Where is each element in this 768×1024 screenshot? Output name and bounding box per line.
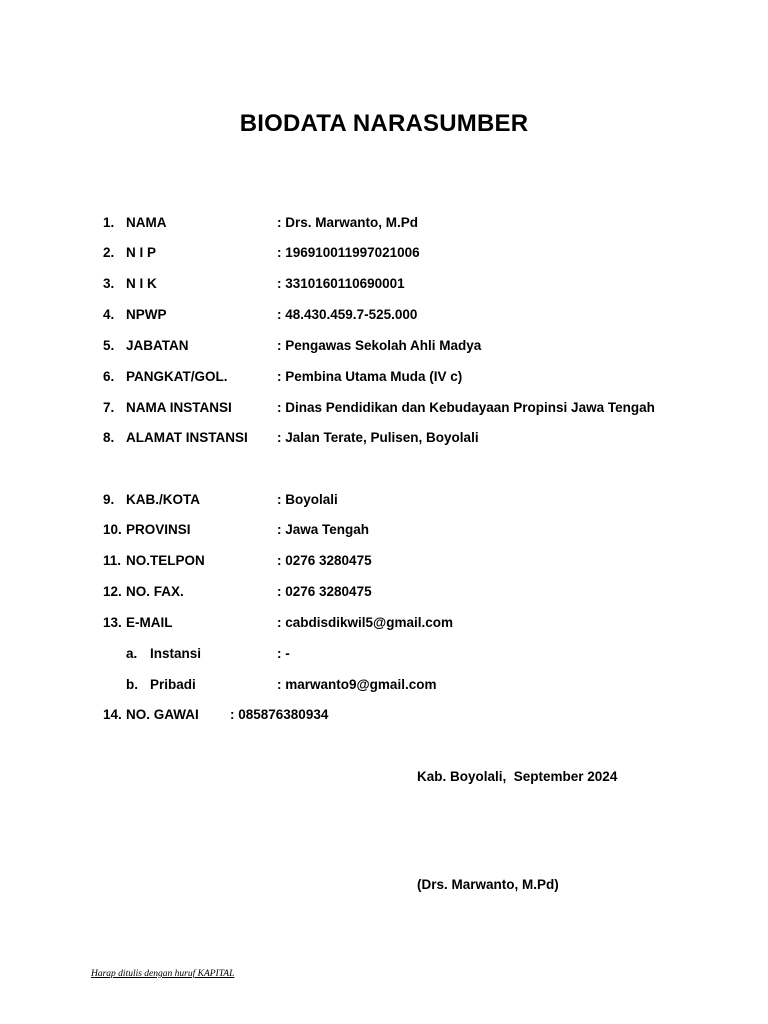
row-label: N I P [126,245,157,260]
row-number: 10. [103,522,122,537]
row-number: 11. [103,553,122,568]
row-value: : Jalan Terate, Pulisen, Boyolali [277,430,479,445]
row-value: : Drs. Marwanto, M.Pd [277,215,419,230]
row-value: : 0276 3280475 [277,553,372,568]
row-number: 1. [103,215,115,230]
row-number: 13. [103,615,122,630]
row-value: : 3310160110690001 [277,276,405,291]
row-label: NAMA INSTANSI [126,400,232,415]
place-date: Kab. Boyolali, September 2024 [417,769,618,784]
row-number: 3. [103,276,115,291]
row-value: : Dinas Pendidikan dan Kebudayaan Propinsi Jawa Tengah [277,400,655,415]
row-number: 8. [103,430,115,445]
row-number: 4. [103,307,115,322]
row-label: NO. GAWAI [126,707,199,722]
sub-row-letter: a. [126,646,138,661]
row-label: KAB./KOTA [126,492,200,507]
row-value: : 48.430.459.7-525.000 [277,307,418,322]
sub-row-letter: b. [126,677,138,692]
sub-row-label: Instansi [150,646,202,661]
row-value: : 0276 3280475 [277,584,372,599]
row-label: N I K [126,276,157,291]
row-number: 7. [103,400,115,415]
row-number: 5. [103,338,115,353]
row-number: 12. [103,584,122,599]
document-title: BIODATA NARASUMBER [239,110,529,137]
row-number: 9. [103,492,115,507]
sub-row-label: Pribadi [150,677,196,692]
row-label: ALAMAT INSTANSI [126,430,248,445]
row-value: : cabdisdikwil5@gmail.com [277,615,453,630]
row-label: NAMA [126,215,167,230]
row-value: : Pengawas Sekolah Ahli Madya [277,338,482,353]
row-label: E-MAIL [126,615,173,630]
row-label: JABATAN [126,338,189,353]
row-number: 2. [103,245,115,260]
row-value: : Boyolali [277,492,338,507]
row-label: PROVINSI [126,522,191,537]
row-number: 14. [103,707,122,722]
row-label: NO. FAX. [126,584,184,599]
row-value: : Pembina Utama Muda (IV c) [277,369,463,384]
row-number: 6. [103,369,115,384]
signature-name: (Drs. Marwanto, M.Pd) [417,877,559,892]
sub-row-value: : marwanto9@gmail.com [277,677,437,692]
sub-row-value: : - [277,646,290,661]
row-label: NO.TELPON [126,553,205,568]
row-label: PANGKAT/GOL. [126,369,228,384]
row-value: : Jawa Tengah [277,522,370,537]
row-value: : 085876380934 [230,707,329,722]
footnote: Harap ditulis dengan huruf KAPITAL [91,969,235,979]
row-label: NPWP [126,307,167,322]
row-value: : 196910011997021006 [277,245,420,260]
